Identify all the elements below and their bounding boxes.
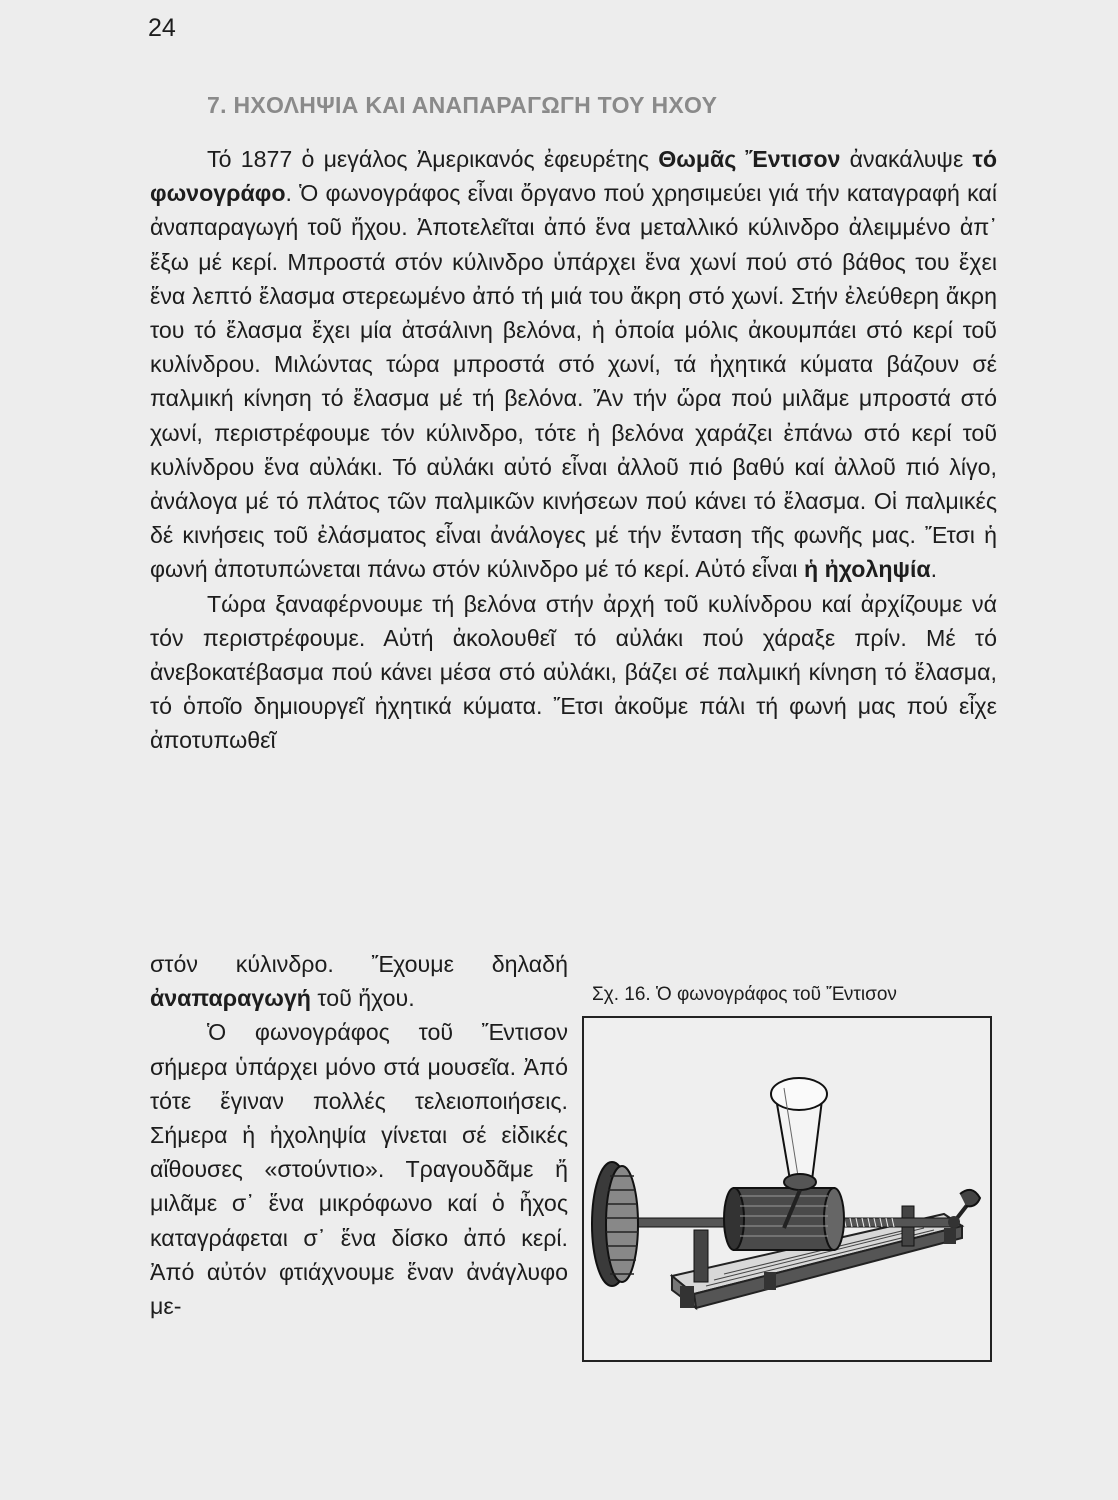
reproduction-term: ἀναπαραγωγή xyxy=(150,985,311,1012)
section-title: 7. ΗΧΟΛΗΨΙΑ ΚΑΙ ΑΝΑΠΑΡΑΓΩΓΗ ΤΟΥ ΗΧΟΥ xyxy=(207,92,718,118)
diaphragm xyxy=(784,1174,816,1190)
crank-hub xyxy=(948,1216,960,1228)
flywheel-rim xyxy=(606,1166,638,1282)
main-text xyxy=(150,142,997,758)
leg-front-mid xyxy=(764,1272,776,1290)
leg-back-right xyxy=(944,1228,956,1244)
side-text-column xyxy=(150,947,568,1323)
leg-front-left xyxy=(680,1286,694,1308)
cylinder-end-left xyxy=(724,1188,744,1250)
inventor-name: Θωμᾶς Ἔντισον xyxy=(658,146,841,172)
page-number: 24 xyxy=(148,14,176,42)
paragraph-modern-recording: Ὁ φωνογράφος τοῦ Ἔντισον σήμερα ὑπάρχει μόνο στά μουσεῖα. Ἀπό τότε ἔγιναν πολλές τελειοποιήσεις. Σήμερα ἡ ἠχοληψία γίνεται σέ εἰδικές αἴθουσες «στούντιο». Τραγουδᾶμε ἤ μιλᾶμε σ᾽ ἕνα μικρόφωνο καί ὁ ἦχος καταγράφεται σ᾽ ἕνα δίσκο ἀπό κερί. Ἀπό αὐτόν φτιάχνουμε ἕναν ἀνάγλυφο με- xyxy=(150,1019,568,1320)
paragraph-playback-continued: στόν κύλινδρο. Ἔχουμε δηλαδή ἀναπαραγωγή τοῦ ἤχου. xyxy=(150,951,568,1012)
paragraph-playback: Τώρα ξαναφέρνουμε τή βελόνα στήν ἀρχή τοῦ κυλίνδρου καί ἀρχίζουμε νά τόν περιστρέφουμε. Αὐτή ἀκολουθεῖ τό αὐλάκι πού χάραξε πρίν. Μέ τό ἀνεβοκατέβασμα πού κάνει μέσα στό αὐλάκι, βάζει σέ παλμική κίνηση τό ἔλασμα, τό ὁποῖο δημιουργεῖ ἠχητικά κύματα. Ἔτσι ἀκοῦμε πάλι τή φωνή μας πού εἶχε ἀποτυπωθεῖ xyxy=(150,590,997,754)
upright-left xyxy=(694,1230,708,1282)
crank-handle xyxy=(960,1190,980,1207)
phonograph-term: τό φωνογράφο xyxy=(150,146,998,207)
figure-caption: Σχ. 16. Ὁ φωνογράφος τοῦ Ἔντισον xyxy=(592,984,897,1005)
wax-cylinder xyxy=(734,1188,834,1250)
horn-mouth xyxy=(771,1078,827,1110)
sound-recording-term: ἡ ἠχοληψία xyxy=(804,556,931,583)
figure-phonograph xyxy=(582,1016,992,1362)
phonograph-illustration xyxy=(584,1018,990,1360)
paragraph-phonograph-intro: Τό 1877 ὁ μεγάλος Ἀμερικανός ἐφευρέτης Θωμᾶς Ἔντισον ἀνακάλυψε τό φωνογράφο. Ὁ φωνογράφος εἶναι ὄργανο πού χρησιμεύει γιά τήν καταγραφή καί ἀναπαραγωγή τοῦ ἤχου. Ἀποτελεῖται ἀπό ἕνα μεταλλικό κύλινδρο ἀλειμμένο ἀπ᾽ ἔξω μέ κερί. Μπροστά στόν κύλινδρο ὑπάρχει ἕνα χωνί πού στό βάθος του ἔχει ἕνα λεπτό ἔλασμα στερεωμένο ἀπό τή μιά του ἄκρη στό χωνί. Στήν ἐλεύθερη ἄκρη του τό ἔλασμα ἔχει μία ἀτσάλινη βελόνα, ἡ ὁποία μόλις ἀκουμπάει στό κερί τοῦ κυλίνδρου. Μιλώντας τώρα μπροστά στό χωνί, τά ἠχητικά κύματα βάζουν σέ παλμική κίνηση τό ἔλασμα μέ τή βελόνα. Ἄν τήν ὥρα πού μιλᾶμε μπροστά στό χωνί, περιστρέφουμε τόν κύλινδρο, τότε ἡ βελόνα χαράζει ἐπάνω στό κερί τοῦ κυλίνδρου ἕνα αὐλάκι. Τό αὐλάκι αὐτό εἶναι ἀλλοῦ πιό βαθύ καί ἀλλοῦ πιό λίγο, ἀνάλογα μέ τό πλάτος τῶν παλμικῶν κινήσεων πού κάνει τό ἔλασμα. Οἱ παλμικές δέ κινήσεις τοῦ ἐλάσματος εἶναι ἀνάλογες μέ τήν ἔνταση τῆς φωνῆς μας. Ἔτσι ἡ φωνή ἀποτυπώνεται πάνω στόν κύλινδρο μέ τό κερί. Αὐτό εἶναι ἡ ἠχοληψία. xyxy=(150,146,998,583)
cylinder-end-right xyxy=(824,1188,844,1250)
